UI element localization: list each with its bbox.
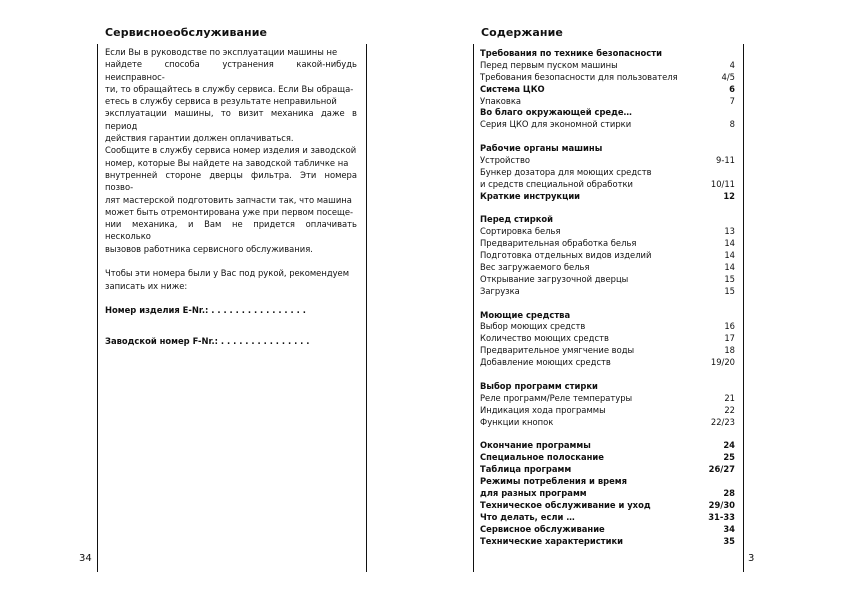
toc-entry [480, 226, 735, 238]
toc-entry-page: 14 [724, 250, 735, 261]
contents-heading: Содержание [481, 26, 563, 39]
toc-entry [480, 286, 735, 298]
text-line: действия гарантии должен оплачиваться. [105, 133, 294, 144]
toc-entry-label: Перед стиркой [480, 214, 554, 225]
left-margin-rule [97, 44, 98, 572]
toc-entry-page: 15 [724, 273, 735, 284]
toc-entry [480, 262, 735, 274]
text-line: Сообщите в службу сервиса номер изделия и заводской [105, 145, 357, 156]
toc-entry-page: 13 [724, 226, 735, 237]
toc-entry-page: 28 [723, 487, 735, 498]
toc-entry [480, 345, 735, 357]
text-line: Если Вы в руководстве по эксплуатации машины не [105, 47, 338, 57]
toc-entry-page: 31-33 [708, 511, 735, 522]
service-paragraph-2 [105, 144, 357, 255]
toc-entry-page: 21 [724, 392, 735, 403]
toc-section-heading [480, 440, 735, 452]
toc-section-heading [480, 310, 735, 322]
toc-section-heading [480, 381, 735, 393]
text-line: Чтобы эти номера были у Вас под рукой, рекомендуем [105, 268, 350, 279]
toc-section-heading [480, 488, 735, 500]
toc-entry-label: Загрузка [480, 285, 520, 296]
toc-entry [480, 405, 735, 417]
toc-entry-label: Моющие средства [480, 309, 571, 320]
toc-entry-label: Серия ЦКО для экономной стирки [480, 119, 632, 130]
toc-section-heading [480, 214, 735, 226]
toc-entry-page: 18 [724, 345, 735, 356]
toc-section-heading [480, 524, 735, 536]
toc-entry-page: 9-11 [715, 155, 735, 166]
toc-entry-label: и средств специальной обработки [480, 178, 633, 189]
text-line: лят мастерской подготовить запчасти так, что машина [105, 194, 352, 205]
toc-spacer [480, 429, 735, 441]
toc-entry-page: 19/20 [710, 357, 735, 368]
text-line: может быть отремонтирована уже при первом посеще- [105, 206, 354, 217]
toc-entry [480, 333, 735, 345]
toc-section-heading [480, 464, 735, 476]
toc-entry-label: Предварительная обработка белья [480, 238, 637, 249]
toc-entry-label: Открывание загрузочной дверцы [480, 273, 629, 284]
toc-entry-label: Устройство [480, 155, 531, 166]
toc-entry-page: 12 [723, 190, 735, 201]
toc-entry-label: Вес загружаемого белья [480, 262, 590, 273]
text-line: эксплуатации машины, то визит механика даже в период [105, 108, 357, 131]
text-line: записать их ниже: [105, 280, 188, 291]
text-line: нии механика, и Вам не придется оплачивать несколько [105, 219, 357, 242]
toc-entry-page: 4/5 [721, 71, 735, 82]
text-line: внутренней стороне дверцы фильтра. Эти номера позво- [105, 169, 357, 193]
toc-margin-rule [473, 44, 474, 572]
toc-entry-label: Что делать, если … [480, 511, 575, 522]
toc-entry-label: для разных программ [480, 487, 587, 498]
service-paragraph-1 [105, 46, 357, 144]
toc-entry-page: 7 [729, 95, 735, 106]
toc-section-heading [480, 512, 735, 524]
toc-entry-page: 8 [729, 119, 735, 130]
toc-entry-label: Требования безопасности для пользователя [480, 71, 678, 82]
toc-entry-page: 34 [723, 523, 735, 534]
toc-entry-label: Специальное полоскание [480, 452, 604, 463]
toc-section-heading [480, 191, 735, 203]
toc-entry-page: 14 [724, 238, 735, 249]
toc-entry [480, 357, 735, 369]
toc-section-heading [480, 84, 735, 96]
toc-entry-label: Подготовка отдельных видов изделий [480, 250, 652, 261]
toc-entry-label: Таблица программ [480, 464, 572, 475]
toc-entry-label: Окончание программы [480, 440, 591, 451]
text-line: найдете способа устранения какой-нибудь неисправнос- [105, 59, 357, 82]
toc-spacer [480, 131, 735, 143]
toc-entry-label: Режимы потребления и время [480, 476, 628, 487]
page-number-left: 34 [79, 553, 92, 564]
toc-entry [480, 60, 735, 72]
toc-entry-page: 25 [723, 452, 735, 463]
toc-entry [480, 393, 735, 405]
toc-spacer [480, 203, 735, 215]
toc-entry [480, 119, 735, 131]
toc-section-heading [480, 107, 735, 119]
toc-entry-label: Сервисное обслуживание [480, 523, 605, 534]
serial-number-field: Заводской номер F-Nr.: . . . . . . . . . . . . . . . [105, 335, 310, 346]
toc-entry [480, 72, 735, 84]
toc-entry [480, 321, 735, 333]
toc-entry-page: 17 [724, 333, 735, 344]
toc-entry-label: Бункер дозатора для моющих средств [480, 166, 652, 177]
text-line: номер, которые Вы найдете на заводской табличке на [105, 157, 349, 168]
toc-entry-page: 15 [724, 285, 735, 296]
toc-entry-label: Перед первым пуском машины [480, 59, 618, 70]
toc-entry-label: Краткие инструкции [480, 190, 581, 201]
toc-entry-page: 16 [724, 321, 735, 332]
toc-entry-label: Упаковка [480, 95, 522, 106]
page-number-right: 3 [748, 553, 755, 564]
toc-entry-page: 6 [729, 83, 735, 94]
text-line: етесь в службу сервиса в результате неправильной [105, 96, 337, 107]
toc-entry [480, 155, 735, 167]
toc-entry-label: Технические характеристики [480, 535, 624, 546]
toc-section-heading [480, 143, 735, 155]
toc-spacer [480, 298, 735, 310]
toc-entry [480, 96, 735, 108]
toc-section-heading [480, 452, 735, 464]
toc-entry-label: Предварительное умягчение воды [480, 345, 635, 356]
toc-entry [480, 238, 735, 250]
toc-entry-page: 22/23 [710, 416, 735, 427]
toc-entry-label: Количество моющих средств [480, 333, 609, 344]
toc-entry-page: 24 [723, 440, 735, 451]
toc-entry [480, 274, 735, 286]
toc-section-heading [480, 500, 735, 512]
toc-entry-label: Добавление моющих средств [480, 357, 611, 368]
toc-entry-label: Реле программ/Реле температуры [480, 392, 633, 403]
toc-entry [480, 250, 735, 262]
text-line: ти, то обращайтесь в службу сервиса. Если Вы обраща- [105, 83, 354, 94]
toc-entry-label: Индикация хода программы [480, 404, 606, 415]
toc-entry-label: Выбор программ стирки [480, 380, 598, 391]
toc-entry-label: Техническое обслуживание и уход [480, 499, 651, 510]
product-number-field: Номер изделия E-Nr.: . . . . . . . . . . . . . . . . [105, 305, 306, 316]
toc-section-heading [480, 476, 735, 488]
right-page-rule [743, 44, 744, 572]
left-page-rule [366, 44, 367, 572]
toc-entry-page: 14 [724, 262, 735, 273]
toc-entry-page: 29/30 [708, 499, 735, 510]
service-heading: Сервисноеобслуживание [105, 26, 268, 39]
toc-entry-page: 10/11 [710, 178, 735, 189]
toc-entry-label: Система ЦКО [480, 83, 545, 94]
toc-entry [480, 417, 735, 429]
toc-section-heading [480, 48, 735, 60]
toc-entry-page: 22 [724, 404, 735, 415]
toc-entry-label: Требования по технике безопасности [480, 48, 662, 58]
toc-entry [480, 167, 735, 179]
service-text-column [105, 46, 357, 347]
toc-entry-label: Функции кнопок [480, 416, 554, 427]
toc-entry-label: Сортировка белья [480, 226, 561, 237]
toc-entry-label: Во благо окружающей среде… [480, 107, 632, 118]
toc-entry-label: Выбор моющих средств [480, 321, 586, 332]
toc-entry-label: Рабочие органы машины [480, 143, 603, 154]
toc-entry-page: 26/27 [708, 464, 735, 475]
service-paragraph-3 [105, 267, 357, 292]
text-line: вызовов работника сервисного обслуживания. [105, 243, 313, 254]
toc-section-heading [480, 536, 735, 548]
toc-entry-page: 4 [729, 59, 735, 70]
toc-spacer [480, 369, 735, 381]
table-of-contents [480, 48, 735, 547]
toc-entry [480, 179, 735, 191]
toc-entry-page: 35 [723, 535, 735, 546]
